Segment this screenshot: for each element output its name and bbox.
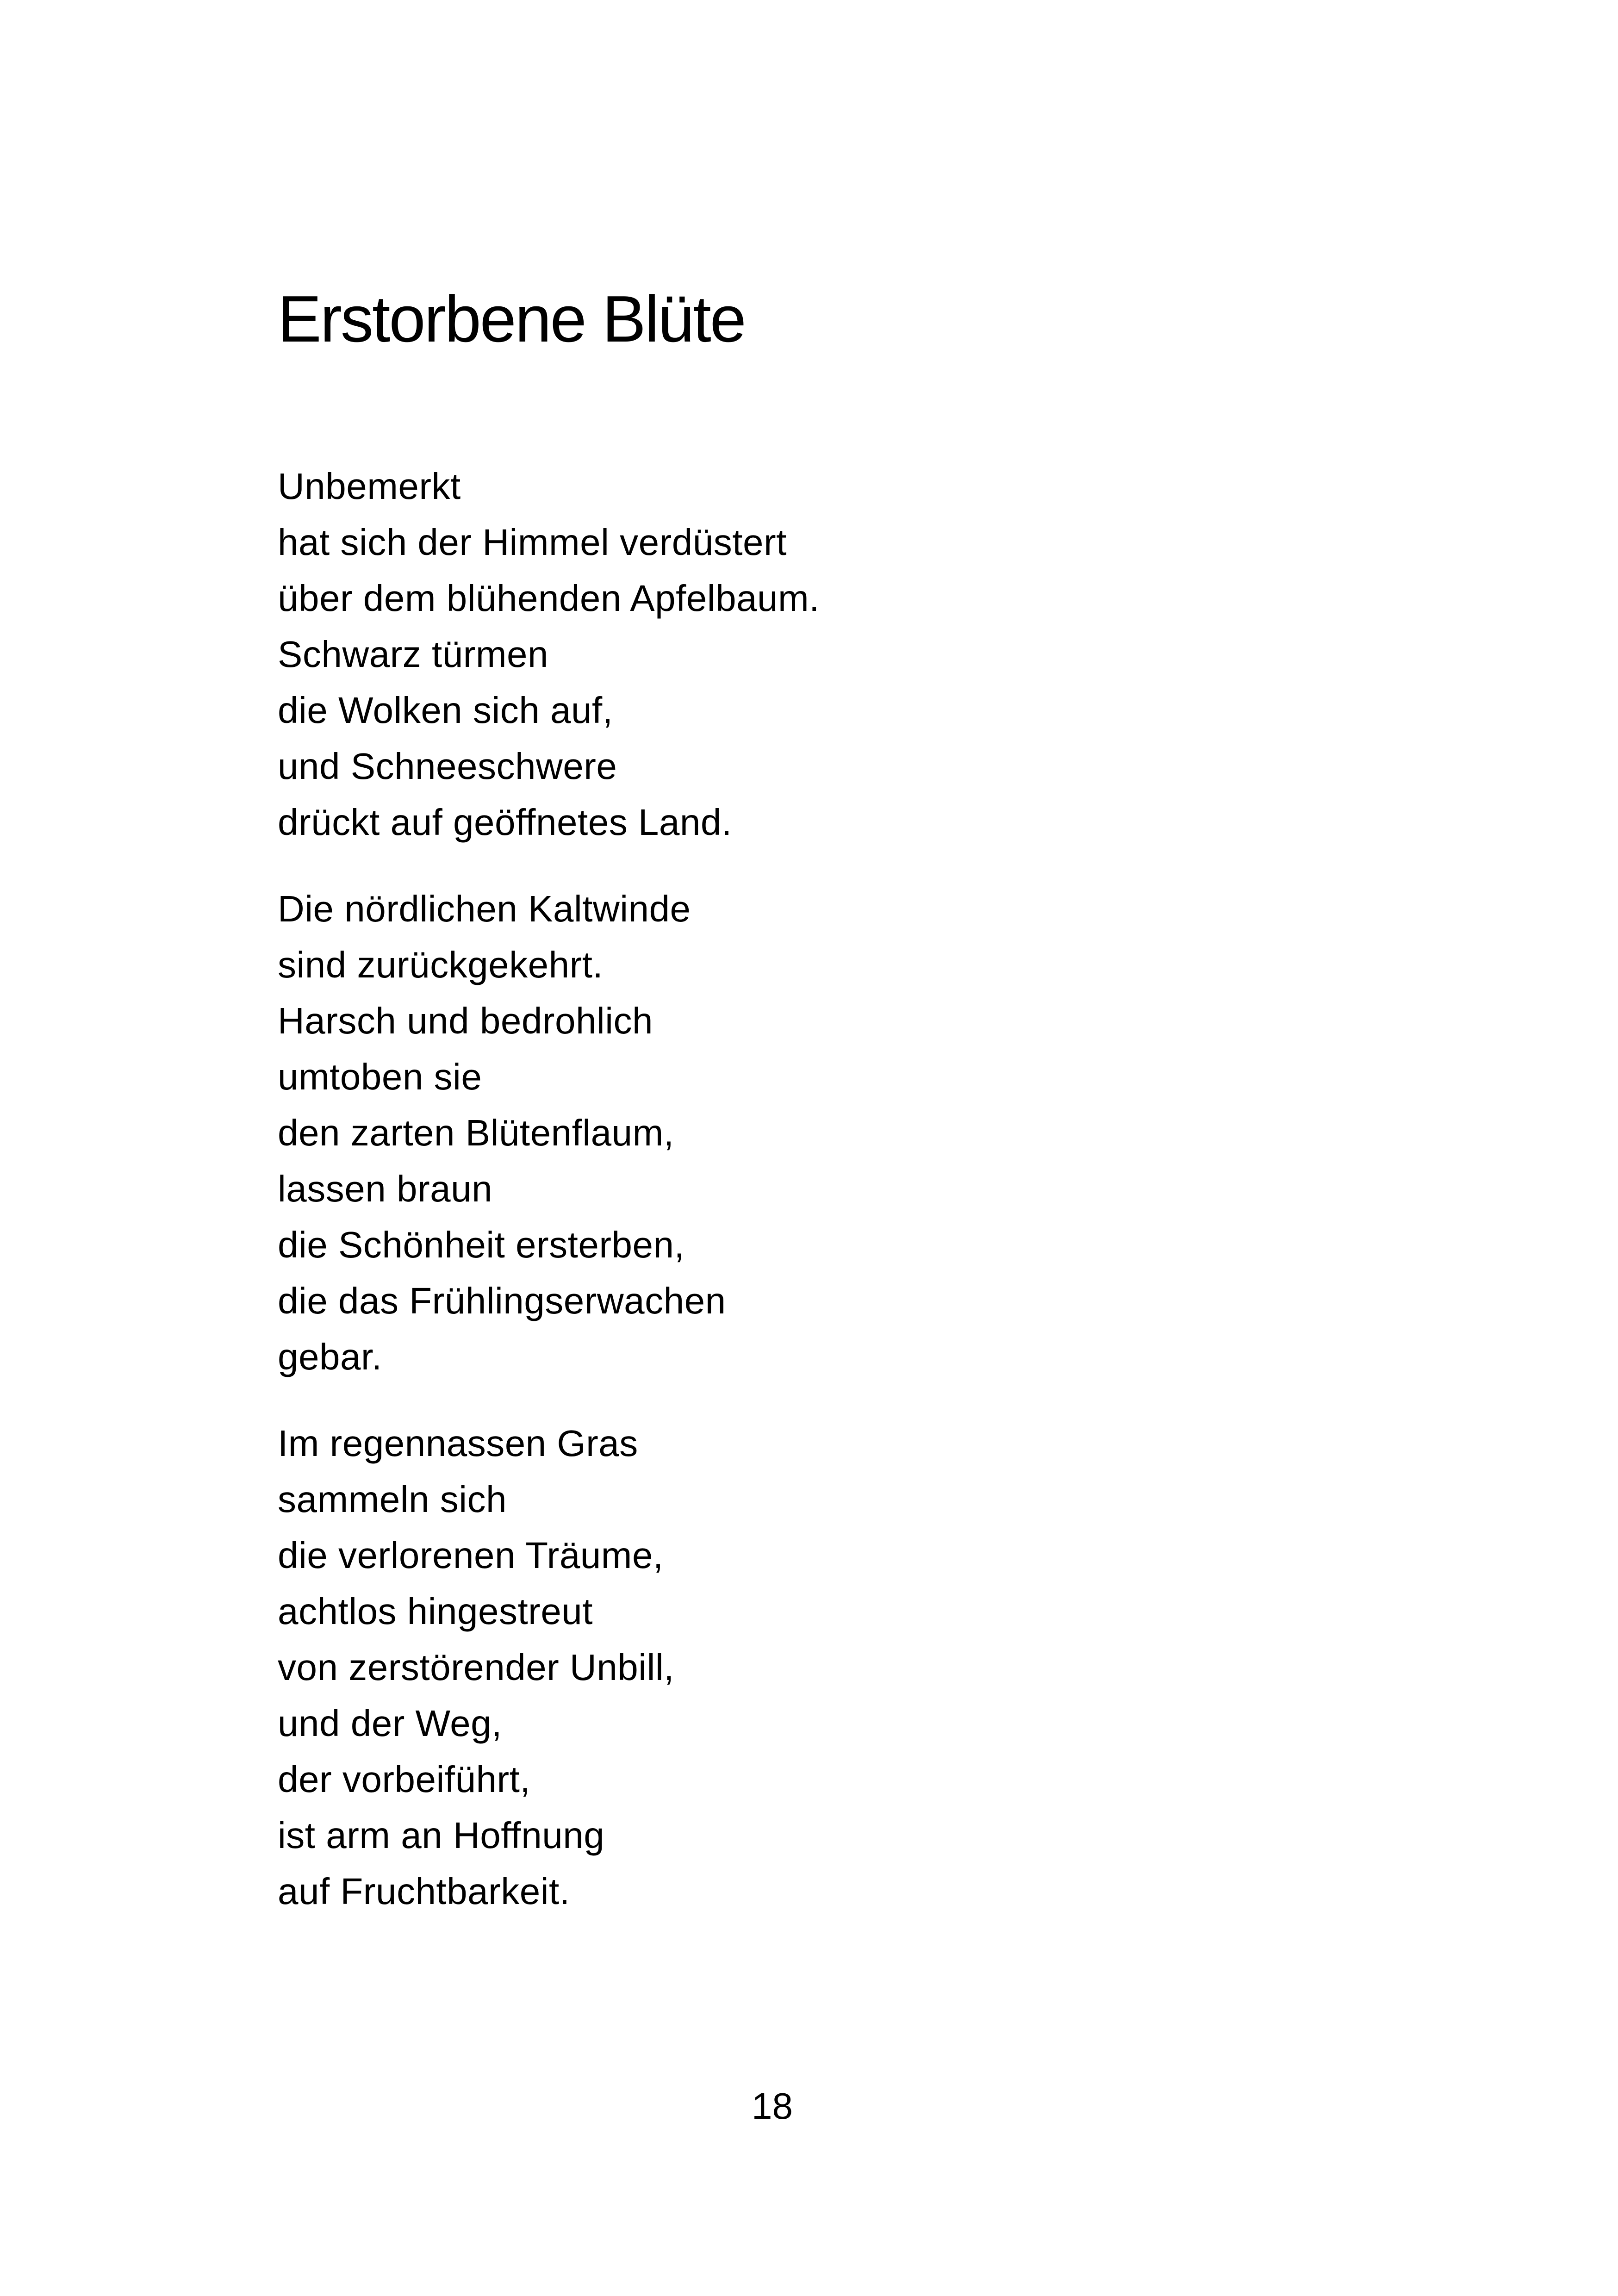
poem-line: sind zurückgekehrt. — [278, 944, 604, 985]
page-number: 18 — [752, 2085, 793, 2127]
poem-line: Unbemerkt — [278, 466, 461, 507]
poem-line: achtlos hingestreut — [278, 1591, 593, 1632]
poem-line: den zarten Blütenflaum, — [278, 1112, 674, 1153]
poem-line: sammeln sich — [278, 1479, 507, 1520]
stanza-2 — [278, 881, 1388, 1385]
poem-line: und Schneeschwere — [278, 746, 617, 787]
poem-line: über dem blühenden Apfelbaum. — [278, 578, 820, 619]
poem-line: von zerstörender Unbill, — [278, 1647, 674, 1688]
poem-line: ist arm an Hoffnung — [278, 1815, 605, 1856]
poem-line: der vorbeiführt, — [278, 1759, 531, 1800]
poem-line: gebar. — [278, 1336, 382, 1377]
poem-line: hat sich der Himmel verdüstert — [278, 522, 787, 563]
stanza-3 — [278, 1415, 1388, 1919]
poem-line: Im regennassen Gras — [278, 1423, 638, 1464]
poem-line: auf Fruchtbarkeit. — [278, 1871, 570, 1912]
poem-body — [278, 458, 1388, 1950]
poem-line: die Schönheit ersterben, — [278, 1224, 685, 1265]
poem-title: Erstorbene Blüte — [278, 282, 745, 356]
stanza-1 — [278, 458, 1388, 850]
poem-line: Die nördlichen Kaltwinde — [278, 888, 691, 929]
poem-line: die verlorenen Träume, — [278, 1535, 664, 1576]
poem-line: und der Weg, — [278, 1703, 502, 1744]
poem-line: Harsch und bedrohlich — [278, 1000, 653, 1041]
poem-line: die Wolken sich auf, — [278, 690, 613, 731]
poem-line: lassen braun — [278, 1168, 493, 1209]
poem-line: umtoben sie — [278, 1056, 482, 1097]
poem-line: drückt auf geöffnetes Land. — [278, 802, 732, 843]
poem-line: Schwarz türmen — [278, 634, 548, 675]
poem-line: die das Frühlingserwachen — [278, 1280, 726, 1321]
